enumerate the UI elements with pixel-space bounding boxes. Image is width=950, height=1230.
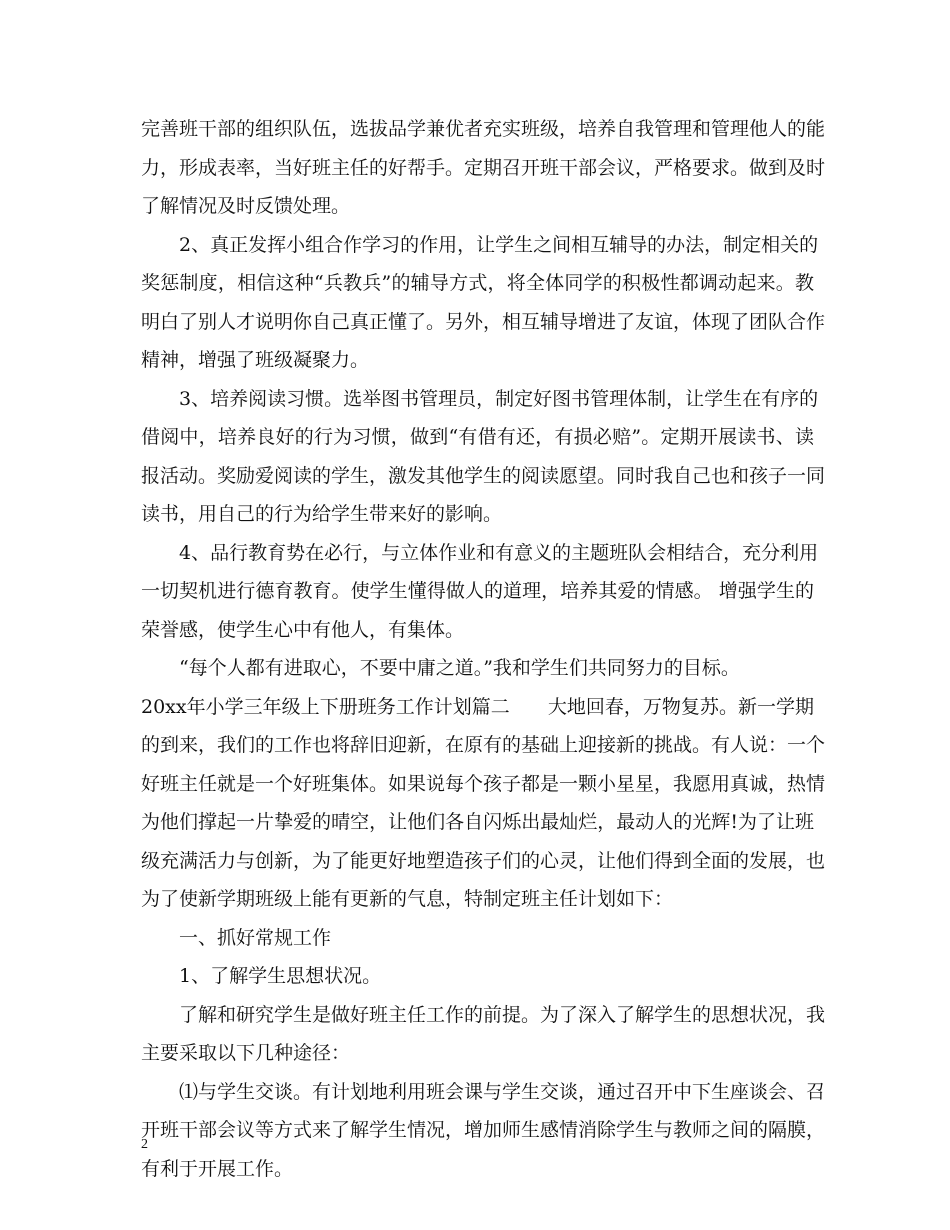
text-line: 20xx年小学三年级上下册班务工作计划篇二 大地回春，万物复苏。新一学期 [141, 695, 814, 718]
text-line: 完善班干部的组织队伍，选拔品学兼优者充实班级，培养自我管理和管理他人的能 [141, 118, 826, 140]
text-line: 一切契机进行德育教育。使学生懂得做人的道理，培养其爱的情感。 增强学生的 [141, 580, 814, 602]
text-line: 有利于开展工作。 [141, 1157, 294, 1180]
text-line: 了解和研究学生是做好班主任工作的前提。为了深入了解学生的思想状况，我 [179, 1003, 826, 1026]
text-line: 报活动。奖励爱阅读的学生，激发其他学生的阅读愿望。同时我自己也和孩子一同 [141, 464, 826, 487]
text-line: 3、培养阅读习惯。选举图书管理员，制定好图书管理体制，让学生在有序的 [179, 387, 819, 410]
text-line: 主要采取以下几种途径： [141, 1042, 351, 1064]
text-line: 开班干部会议等方式来了解学生情况，增加师生感情消除学生与教师之间的隔膜， [141, 1119, 826, 1141]
section-heading: 一、抓好常规工作 [179, 926, 332, 949]
text-line: 好班主任就是一个好班集体。如果说每个孩子都是一颗小星星，我愿用真诚，热情 [141, 772, 826, 795]
text-line: 荣誉感，使学生心中有他人，有集体。 [141, 618, 465, 641]
text-line: 奖惩制度，相信这种“兵教兵”的辅导方式，将全体同学的积极性都调动起来。教 [141, 272, 814, 294]
text-line: ⑴与学生交谈。有计划地利用班会课与学生交谈，通过召开中下生座谈会、召 [179, 1080, 826, 1103]
text-line: 的到来，我们的工作也将辞旧迎新，在原有的基础上迎接新的挑战。有人说：一个 [141, 734, 826, 756]
text-line: 明白了别人才说明你自己真正懂了。另外，相互辅导增进了友谊，体现了团队合作 [141, 310, 826, 333]
text-line: 级充满活力与创新，为了能更好地塑造孩子们的心灵，让他们得到全面的发展，也 [141, 849, 826, 872]
text-line: 为了使新学期班级上能有更新的气息，特制定班主任计划如下： [141, 888, 674, 910]
subheading: 1、了解学生思想状况。 [179, 965, 382, 987]
text-line: 4、品行教育势在必行，与立体作业和有意义的主题班队会相结合，充分利用 [179, 541, 819, 564]
document-body [141, 110, 826, 1188]
page-number: 2 [141, 1137, 148, 1152]
text-line: 了解情况及时反馈处理。 [141, 195, 351, 217]
text-line: 2、真正发挥小组合作学习的作用，让学生之间相互辅导的办法，制定相关的 [179, 233, 819, 256]
text-line: 精神，增强了班级凝聚力。 [141, 349, 370, 371]
text-line: 力，形成表率，当好班主任的好帮手。定期召开班干部会议，严格要求。做到及时 [141, 156, 826, 179]
text-line: 读书，用自己的行为给学生带来好的影响。 [141, 503, 503, 525]
text-line: “每个人都有进取心，不要中庸之道。”我和学生们共同努力的目标。 [179, 657, 740, 679]
text-line: 借阅中，培养良好的行为习惯，做到“有借有还，有损必赔”。定期开展读书、读 [141, 426, 814, 448]
text-line: 为他们撑起一片挚爱的晴空，让他们各自闪烁出最灿烂，最动人的光辉!为了让班 [141, 811, 814, 833]
